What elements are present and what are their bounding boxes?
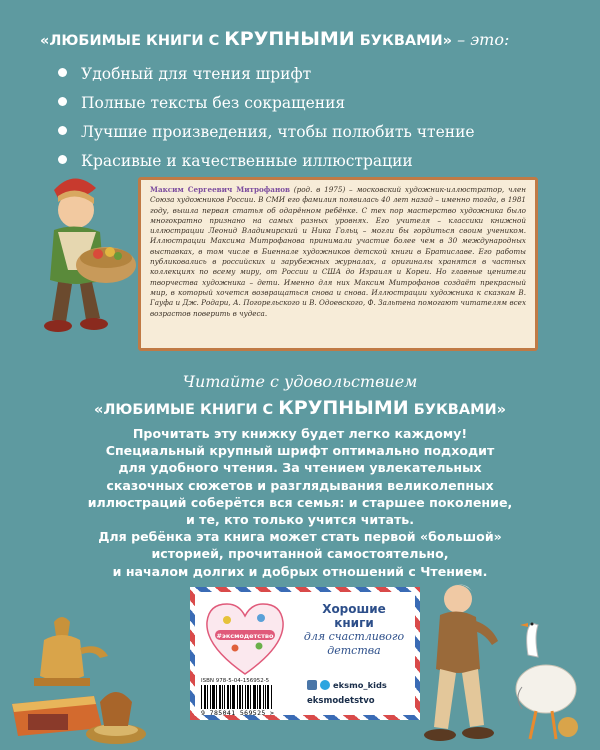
- heart-logo: [201, 598, 289, 678]
- features-list: [58, 60, 475, 176]
- isbn-label: ISBN 978-5-04-156952-5: [201, 678, 270, 684]
- feature-item: Лучшие произведения, чтобы полюбить чтение: [58, 118, 475, 147]
- bullet-dot: [58, 126, 67, 135]
- series-big-word: КРУПНЫМИ: [224, 28, 355, 50]
- read-with-pleasure: Читайте с удовольствием: [182, 372, 418, 391]
- series-header: [40, 28, 580, 50]
- series-close: БУКВАМИ»: [359, 33, 453, 49]
- feature-item: Полные тексты без сокращения: [58, 89, 475, 118]
- book-description: Прочитать эту книжку будет легко каждому! Специальный крупный шрифт оптимально подходит для удобного чтения. За чтением увлекательных сказочных сюжетов и разглядывания великолепных иллюстраций соберётся вся семья: и старшее поколение, и те, кто только учится читать. Для ребёнка эта книга может стать первой «большой» историей, прочитанной самостоятельно, и началом долгих и добрых отношений с Чтением.: [87, 426, 513, 579]
- man-with-goose-illustration: [418, 577, 598, 750]
- barcode: [201, 685, 297, 709]
- hashtag-label: #эксмодетство: [216, 632, 274, 640]
- vk-icon: [307, 680, 317, 690]
- telegram-icon: [320, 680, 330, 690]
- illustrator-bio-card: [138, 177, 538, 351]
- bullet-dot: [58, 97, 67, 106]
- series-title-2: «ЛЮБИМЫЕ КНИГИ С КРУПНЫМИ БУКВАМИ»: [93, 397, 507, 419]
- illustrator-bio-text: (род. в 1975) – московский художник-иллюстратор, член Союза художников России. В СМИ его фамилия появилась 40 лет назад – именно тогда, в 1981 году, вышла первая статья об одарённом ребёнке. С тех пор мастерство художника было многократно признано на самых разных уровнях. Его учителя – классики книжной иллюстрации Леонид Владимирский и Ника Гольц – могли бы гордиться своим учеником. Иллюстрации Максима Митрофанова принимали участие более чем в 30 международных выставках, в том числе в Биеннале художников детской книги в Братиславе. Его работы публиковались в российских и зарубежных журналах, а оригиналы хранятся в частных коллекциях по всему миру, от России и США до Израиля и Кореи. Но главные ценители творчества художника – дети. Именно для них Максим Митрофанов создаёт прекрасный мир, в который хочется возвращаться снова и снова. Иллюстрации художника к сказкам В. Гауфа и Дж. Родари, А. Погорельского и В. Одоевского, Ф. Зальтена помогают читателям всех возрастов поверить в чудеса.: [150, 185, 526, 318]
- social-row[interactable]: eksmo_kids: [307, 678, 417, 692]
- bullet-dot: [58, 155, 67, 164]
- illustrator-name: Максим Сергеевич Митрофанов: [150, 185, 290, 194]
- series-tail: – это:: [452, 30, 510, 49]
- social-links: [307, 678, 417, 706]
- feature-item: Удобный для чтения шрифт: [58, 60, 475, 89]
- feature-item: Красивые и качественные иллюстрации: [58, 147, 475, 176]
- barcode-block: [201, 678, 297, 717]
- lamp-illustration: [4, 612, 154, 750]
- site-link[interactable]: eksmodetstvo: [307, 696, 375, 706]
- publisher-sticker: [190, 587, 420, 720]
- barcode-digits: 9 785041 569525 >: [201, 709, 275, 717]
- bullet-dot: [58, 68, 67, 77]
- boy-illustration: [14, 170, 144, 345]
- series-open: «ЛЮБИМЫЕ КНИГИ С: [40, 33, 220, 49]
- sticker-tagline: Хорошие книги для счастливого детства: [303, 602, 405, 657]
